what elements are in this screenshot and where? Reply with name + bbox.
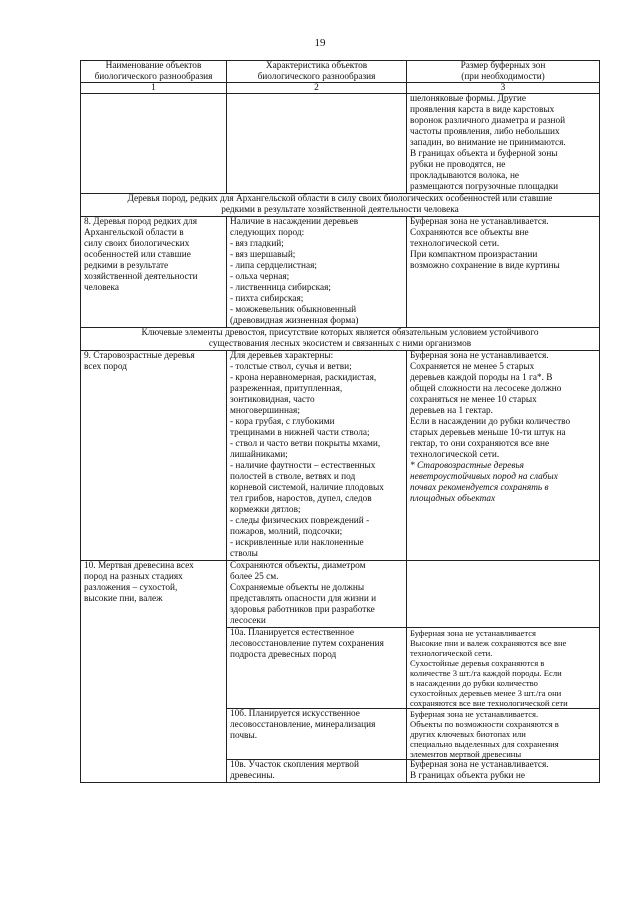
text-line: возможно сохранение в виде куртины	[410, 261, 560, 271]
text-line: высокие пни, валеж	[84, 594, 163, 604]
text-line: лесовосстановление, минерализация	[230, 720, 376, 730]
text-line: силу своих биологических	[84, 239, 190, 249]
text-line: сохраняться не менее 10 старых	[410, 395, 537, 405]
text-line: специально выделенных для сохранения	[410, 739, 559, 749]
cell-list	[227, 709, 407, 760]
header-col2: Характеристика объектов биологического разнообразия	[227, 61, 407, 83]
text-line: - толстые ствол, сучья и ветви;	[230, 362, 352, 372]
biodiversity-table	[80, 60, 600, 783]
section-heading-row	[81, 194, 600, 217]
cell-list	[407, 628, 600, 709]
cell-list	[227, 561, 407, 628]
text-line: В границах объекта и буферной зоны	[410, 149, 558, 159]
text-line: - искривленные или наклоненные	[230, 538, 364, 548]
text-line: Для деревьев характерны:	[230, 351, 334, 361]
text-line: - вяз шершавый;	[230, 250, 296, 260]
text-line: 10б. Планируется искусственное	[230, 709, 360, 719]
text-line: Деревья пород, редких для Архангельской области в силу своих биологических особенностей или ставшие	[127, 194, 553, 204]
text-line: следующих пород:	[230, 228, 305, 238]
text-line: Сухостойные деревья сохраняются в	[410, 658, 545, 668]
cell-list	[407, 217, 600, 328]
text-line: частоты проявления, либо небольших	[410, 127, 560, 137]
table-row	[81, 351, 600, 561]
cell-list	[227, 628, 407, 709]
text-line: 8. Деревья пород редких для	[84, 217, 198, 227]
cell-list	[81, 561, 227, 783]
text-line: лишайниками;	[230, 450, 288, 460]
text-line: Сохраняемые объекты не должны	[230, 583, 365, 593]
text-line: старых деревьев меньше 10-ти штук на	[410, 428, 566, 438]
text-line: площадных объектах	[410, 494, 496, 504]
text-line: Наличие в насаждении деревьев	[230, 217, 359, 227]
cell-list	[407, 760, 600, 783]
text-line: почвы.	[230, 731, 258, 741]
text-line: - можжевельник обыкновенный	[230, 305, 357, 315]
text-line: деревьев каждой породы на 1 га*. В	[410, 373, 553, 383]
text-line: редкими в результате	[84, 261, 169, 271]
text-line: более 25 см.	[230, 572, 279, 582]
text-line: - крона неравномерная, раскидистая,	[230, 373, 377, 383]
table-row-continued	[81, 94, 600, 194]
text-line: лесовосстановление путем сохранения	[230, 639, 384, 649]
text-line: общей сложности на лесосеке должно	[410, 384, 562, 394]
cell-list	[227, 217, 407, 328]
text-line: Архангельской области в	[84, 228, 184, 238]
text-line: Буферная зона не устанавливается.	[410, 709, 539, 719]
text-line: 9. Старовозрастные деревья	[84, 351, 195, 361]
text-line: древесины.	[230, 771, 275, 781]
text-line: технологической сети.	[410, 239, 500, 249]
text-line: гектар, то они сохраняются все вне	[410, 439, 550, 449]
cell-list	[227, 760, 407, 783]
text-line: других ключевых биотопах или	[410, 729, 526, 739]
text-line: Если в насаждении до рубки количество	[410, 417, 571, 427]
text-line: особенностей или ставшие	[84, 250, 191, 260]
text-line: Объекты по возможности сохраняются в	[410, 719, 559, 729]
cell-list	[410, 351, 596, 461]
section-heading	[81, 328, 600, 351]
section-heading	[81, 194, 600, 217]
text-line: деревьев на 1 гектар.	[410, 406, 493, 416]
text-line: прокладываются волока, не	[410, 171, 520, 181]
text-line: зонтиковидная, часто	[230, 395, 315, 405]
text-line: разложения – сухостой,	[84, 583, 178, 593]
column-number-row	[81, 83, 600, 94]
text-line: корневой системой, наличие плодовых	[230, 483, 384, 493]
text-line: 10. Мертвая древесина всех	[84, 561, 194, 571]
header-col3: Размер буферных зон (при необходимости)	[407, 61, 600, 83]
text-line: В границах объекта рубки не	[410, 771, 525, 781]
text-line: человека	[84, 283, 120, 293]
text-line: сохраняются все вне технологической сети	[410, 698, 568, 708]
text-line: - наличие фаутности – естественных	[230, 461, 376, 471]
cell-list	[81, 351, 227, 561]
text-line: хозяйственной деятельности	[84, 272, 198, 282]
table-header-row	[81, 61, 600, 83]
text-line: в насаждении до рубки количество	[410, 678, 538, 688]
text-line: Ключевые элементы древостоя, присутствие которых является обязательным условием устойчивого	[141, 328, 539, 338]
text-line: - ольха черная;	[230, 272, 290, 282]
text-line: 10в. Участок скопления мертвой	[230, 760, 359, 770]
text-line: подроста древесных пород	[230, 650, 337, 660]
text-line: здоровья работников при разработке	[230, 605, 375, 615]
footnote	[410, 461, 596, 505]
text-line: технологической сети.	[410, 450, 500, 460]
text-line: - кора грубая, с глубокими	[230, 417, 335, 427]
text-line: лесосеки	[230, 616, 266, 626]
cell-list	[227, 351, 407, 561]
text-line: - пихта сибирская;	[230, 294, 304, 304]
cell-list	[407, 94, 600, 194]
text-line: стволы	[230, 549, 258, 559]
text-line: 10а. Планируется естественное	[230, 628, 354, 638]
cell-list	[407, 709, 600, 760]
column-number: 2	[227, 83, 407, 94]
text-line: размещаются погрузочные площадки	[410, 182, 559, 192]
text-line: проявления карста в виде карстовых	[410, 105, 555, 115]
text-line: многовершинная;	[230, 406, 300, 416]
table-row	[81, 561, 600, 628]
text-line: неветроустойчивых пород на слабых	[410, 472, 558, 482]
text-line: тел грибов, наростов, дупел, следов	[230, 494, 372, 504]
table-row	[81, 217, 600, 328]
text-line: почвах рекомендуется сохранять в	[410, 483, 549, 493]
text-line: (древовидная жизненная форма)	[230, 316, 359, 326]
text-line: Буферная зона не устанавливается.	[410, 217, 549, 227]
text-line: При компактном произрастании	[410, 250, 538, 260]
text-line: полостей в стволе, ветвях и под	[230, 472, 356, 482]
row9-col3	[407, 351, 600, 561]
text-line: - ствол и часто ветви покрыты мхами,	[230, 439, 381, 449]
text-line: представлять опасности для жизни и	[230, 594, 377, 604]
text-line: трещинами в нижней части ствола;	[230, 428, 370, 438]
column-number: 1	[81, 83, 227, 94]
text-line: западин, во внимание не принимаются.	[410, 138, 566, 148]
text-line: - следы физических повреждений -	[230, 516, 370, 526]
text-line: редкими в результате хозяйственной деятельности человека	[221, 205, 459, 215]
page-number: 19	[314, 37, 326, 49]
text-line: Высокие пни и валеж сохраняются все вне	[410, 638, 567, 648]
text-line: * Старовозрастные деревья	[410, 461, 524, 471]
text-line: Сохраняются объекты, диаметром	[230, 561, 366, 571]
text-line: - лиственница сибирская;	[230, 283, 331, 293]
text-line: - липа сердцелистная;	[230, 261, 317, 271]
text-line: количестве 3 шт./га каждой породы. Если	[410, 668, 562, 678]
text-line: Сохраняются все объекты вне	[410, 228, 529, 238]
cell-list	[81, 217, 227, 328]
text-line: кормежки дятлов;	[230, 505, 301, 515]
text-line: элементов мертвой древесины	[410, 749, 522, 759]
text-line: воронок различного диаметра и разной	[410, 116, 566, 126]
text-line: существования лесных экосистем и связанных с ними организмов	[208, 339, 472, 349]
section-heading-row	[81, 328, 600, 351]
text-line: технологической сети.	[410, 648, 493, 658]
text-line: пожаров, молний, подсочки;	[230, 527, 343, 537]
text-line: рубки не проводятся, не	[410, 160, 506, 170]
text-line: Буферная зона не устанавливается.	[410, 760, 549, 770]
text-line: шелоняковые формы. Другие	[410, 94, 526, 104]
text-line: Сохраняется не менее 5 старых	[410, 362, 535, 372]
header-col1: Наименование объектов биологического разнообразия	[81, 61, 227, 83]
column-number: 3	[407, 83, 600, 94]
text-line: всех пород	[84, 362, 127, 372]
text-line: - вяз гладкий;	[230, 239, 284, 249]
text-line: Буферная зона не устанавливается.	[410, 351, 549, 361]
text-line: Буферная зона не устанавливается	[410, 628, 536, 638]
text-line: пород на разных стадиях	[84, 572, 183, 582]
text-line: разреженная, притупленная,	[230, 384, 343, 394]
text-line: сухостойных деревьев менее 3 шт./га они	[410, 688, 562, 698]
